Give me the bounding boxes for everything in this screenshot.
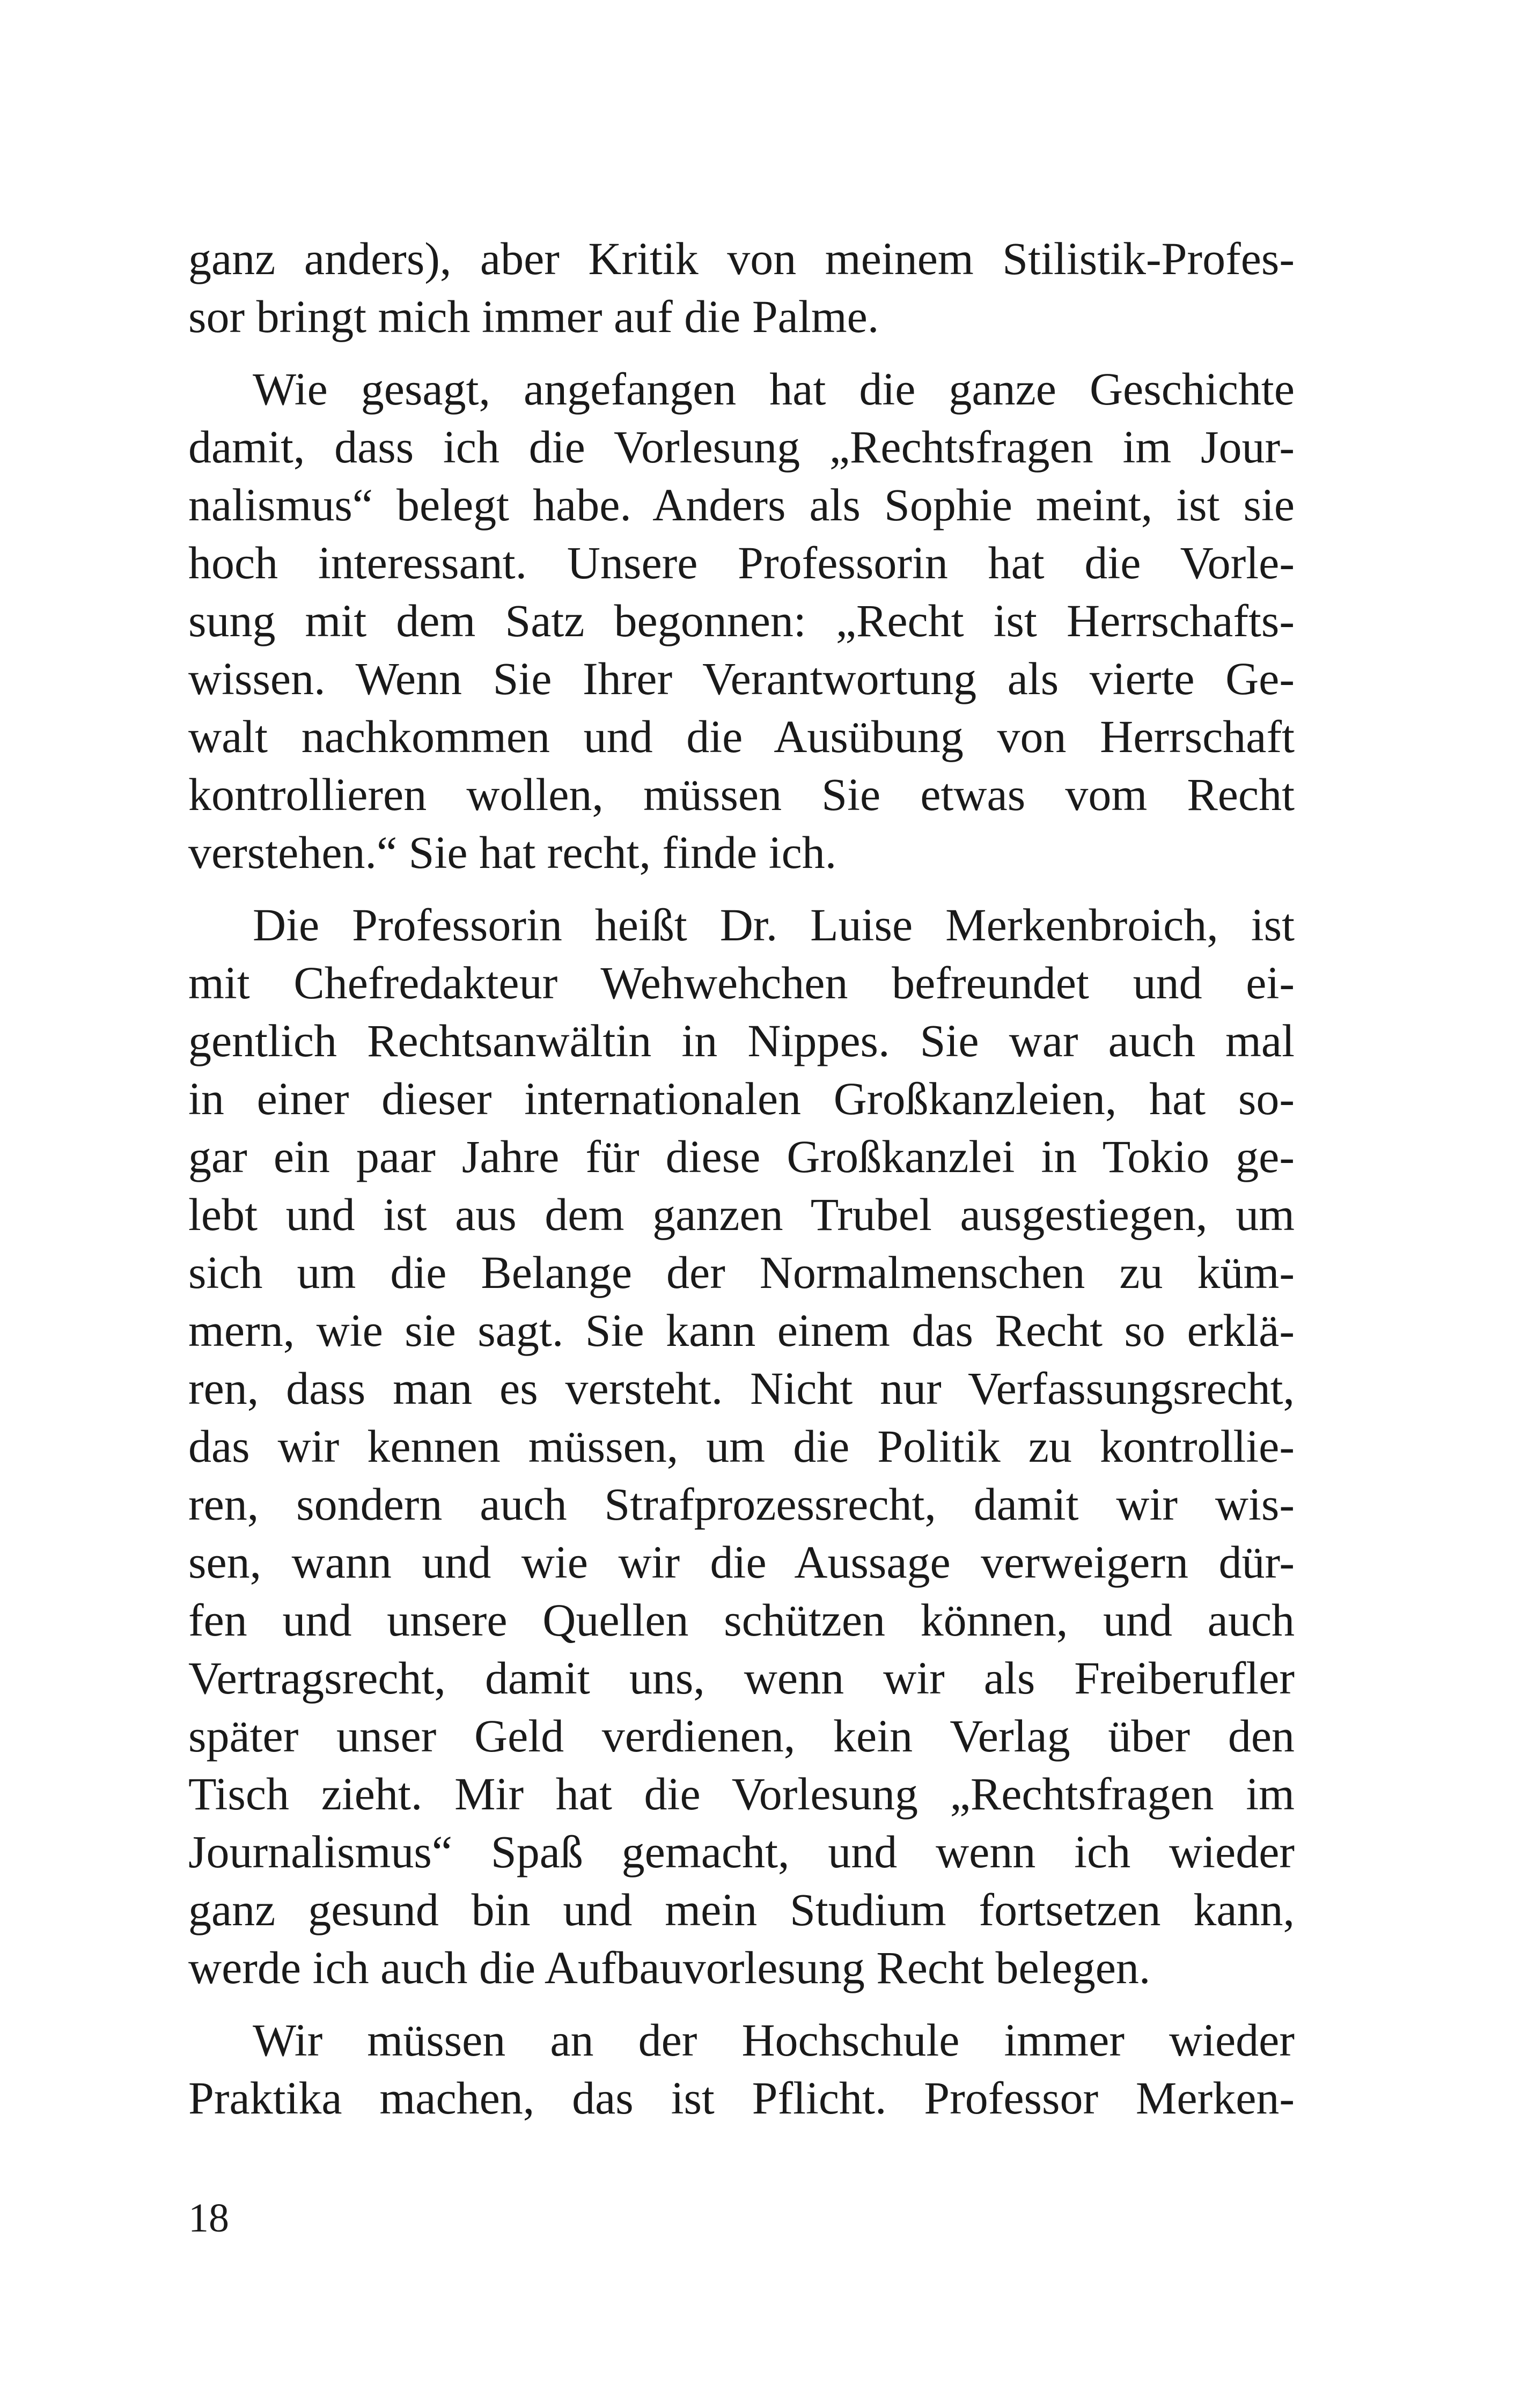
text-line: ganz gesund bin und mein Studium fortsetzen kann,: [188, 1884, 1295, 1935]
text-line: Die Professorin heißt Dr. Luise Merkenbroich, ist: [253, 899, 1295, 951]
text-line: gentlich Rechtsanwältin in Nippes. Sie war auch mal: [188, 1015, 1295, 1066]
text-line: kontrollieren wollen, müssen Sie etwas vom Recht: [188, 769, 1295, 820]
text-line: Journalismus“ Spaß gemacht, und wenn ich wieder: [188, 1826, 1295, 1877]
text-line: Wie gesagt, angefangen hat die ganze Geschichte: [253, 363, 1295, 415]
paragraph-3: [188, 896, 1295, 1997]
text-line: ganz anders), aber Kritik von meinem Stilistik-Profes-: [188, 233, 1295, 284]
text-line: gar ein paar Jahre für diese Großkanzlei in Tokio ge-: [188, 1131, 1295, 1182]
text-line: sor bringt mich immer auf die Palme.: [188, 291, 879, 342]
page-number: 18: [188, 2196, 229, 2241]
text-line: hoch interessant. Unsere Professorin hat die Vorle-: [188, 537, 1295, 588]
text-line: damit, dass ich die Vorlesung „Rechtsfragen im Jour-: [188, 421, 1295, 473]
text-line: in einer dieser internationalen Großkanzleien, hat so-: [188, 1073, 1295, 1124]
text-line: lebt und ist aus dem ganzen Trubel ausgestiegen, um: [188, 1189, 1295, 1240]
text-line: Tisch zieht. Mir hat die Vorlesung „Rechtsfragen im: [188, 1768, 1295, 1820]
text-line: sen, wann und wie wir die Aussage verweigern dür-: [188, 1536, 1295, 1588]
text-line: Wir müssen an der Hochschule immer wieder: [253, 2014, 1295, 2066]
text-line: Praktika machen, das ist Pflicht. Professor Merken-: [188, 2072, 1295, 2124]
text-line: das wir kennen müssen, um die Politik zu kontrollie-: [188, 1420, 1295, 1472]
text-line: verstehen.“ Sie hat recht, finde ich.: [188, 827, 837, 878]
text-line: walt nachkommen und die Ausübung von Herrschaft: [188, 711, 1295, 762]
text-line: sich um die Belange der Normalmenschen zu küm-: [188, 1247, 1295, 1298]
text-line: ren, sondern auch Strafprozessrecht, damit wir wis-: [188, 1478, 1295, 1530]
text-line: Vertragsrecht, damit uns, wenn wir als Freiberufler: [188, 1652, 1295, 1704]
text-line: später unser Geld verdienen, kein Verlag über den: [188, 1710, 1295, 1762]
text-line: sung mit dem Satz begonnen: „Recht ist Herrschafts-: [188, 595, 1295, 646]
body-text: [188, 230, 1295, 2127]
text-line: werde ich auch die Aufbauvorlesung Recht belegen.: [188, 1942, 1151, 1993]
paragraph-2: [188, 360, 1295, 881]
text-line: mit Chefredakteur Wehwehchen befreundet und ei-: [188, 957, 1295, 1008]
paragraph-4: [188, 2011, 1295, 2127]
text-line: nalismus“ belegt habe. Anders als Sophie meint, ist sie: [188, 479, 1295, 531]
text-line: fen und unsere Quellen schützen können, und auch: [188, 1594, 1295, 1646]
text-line: mern, wie sie sagt. Sie kann einem das Recht so erklä-: [188, 1305, 1295, 1356]
paragraph-1: [188, 230, 1295, 345]
text-line: ren, dass man es versteht. Nicht nur Verfassungsrecht,: [188, 1363, 1295, 1414]
text-line: wissen. Wenn Sie Ihrer Verantwortung als vierte Ge-: [188, 653, 1295, 704]
